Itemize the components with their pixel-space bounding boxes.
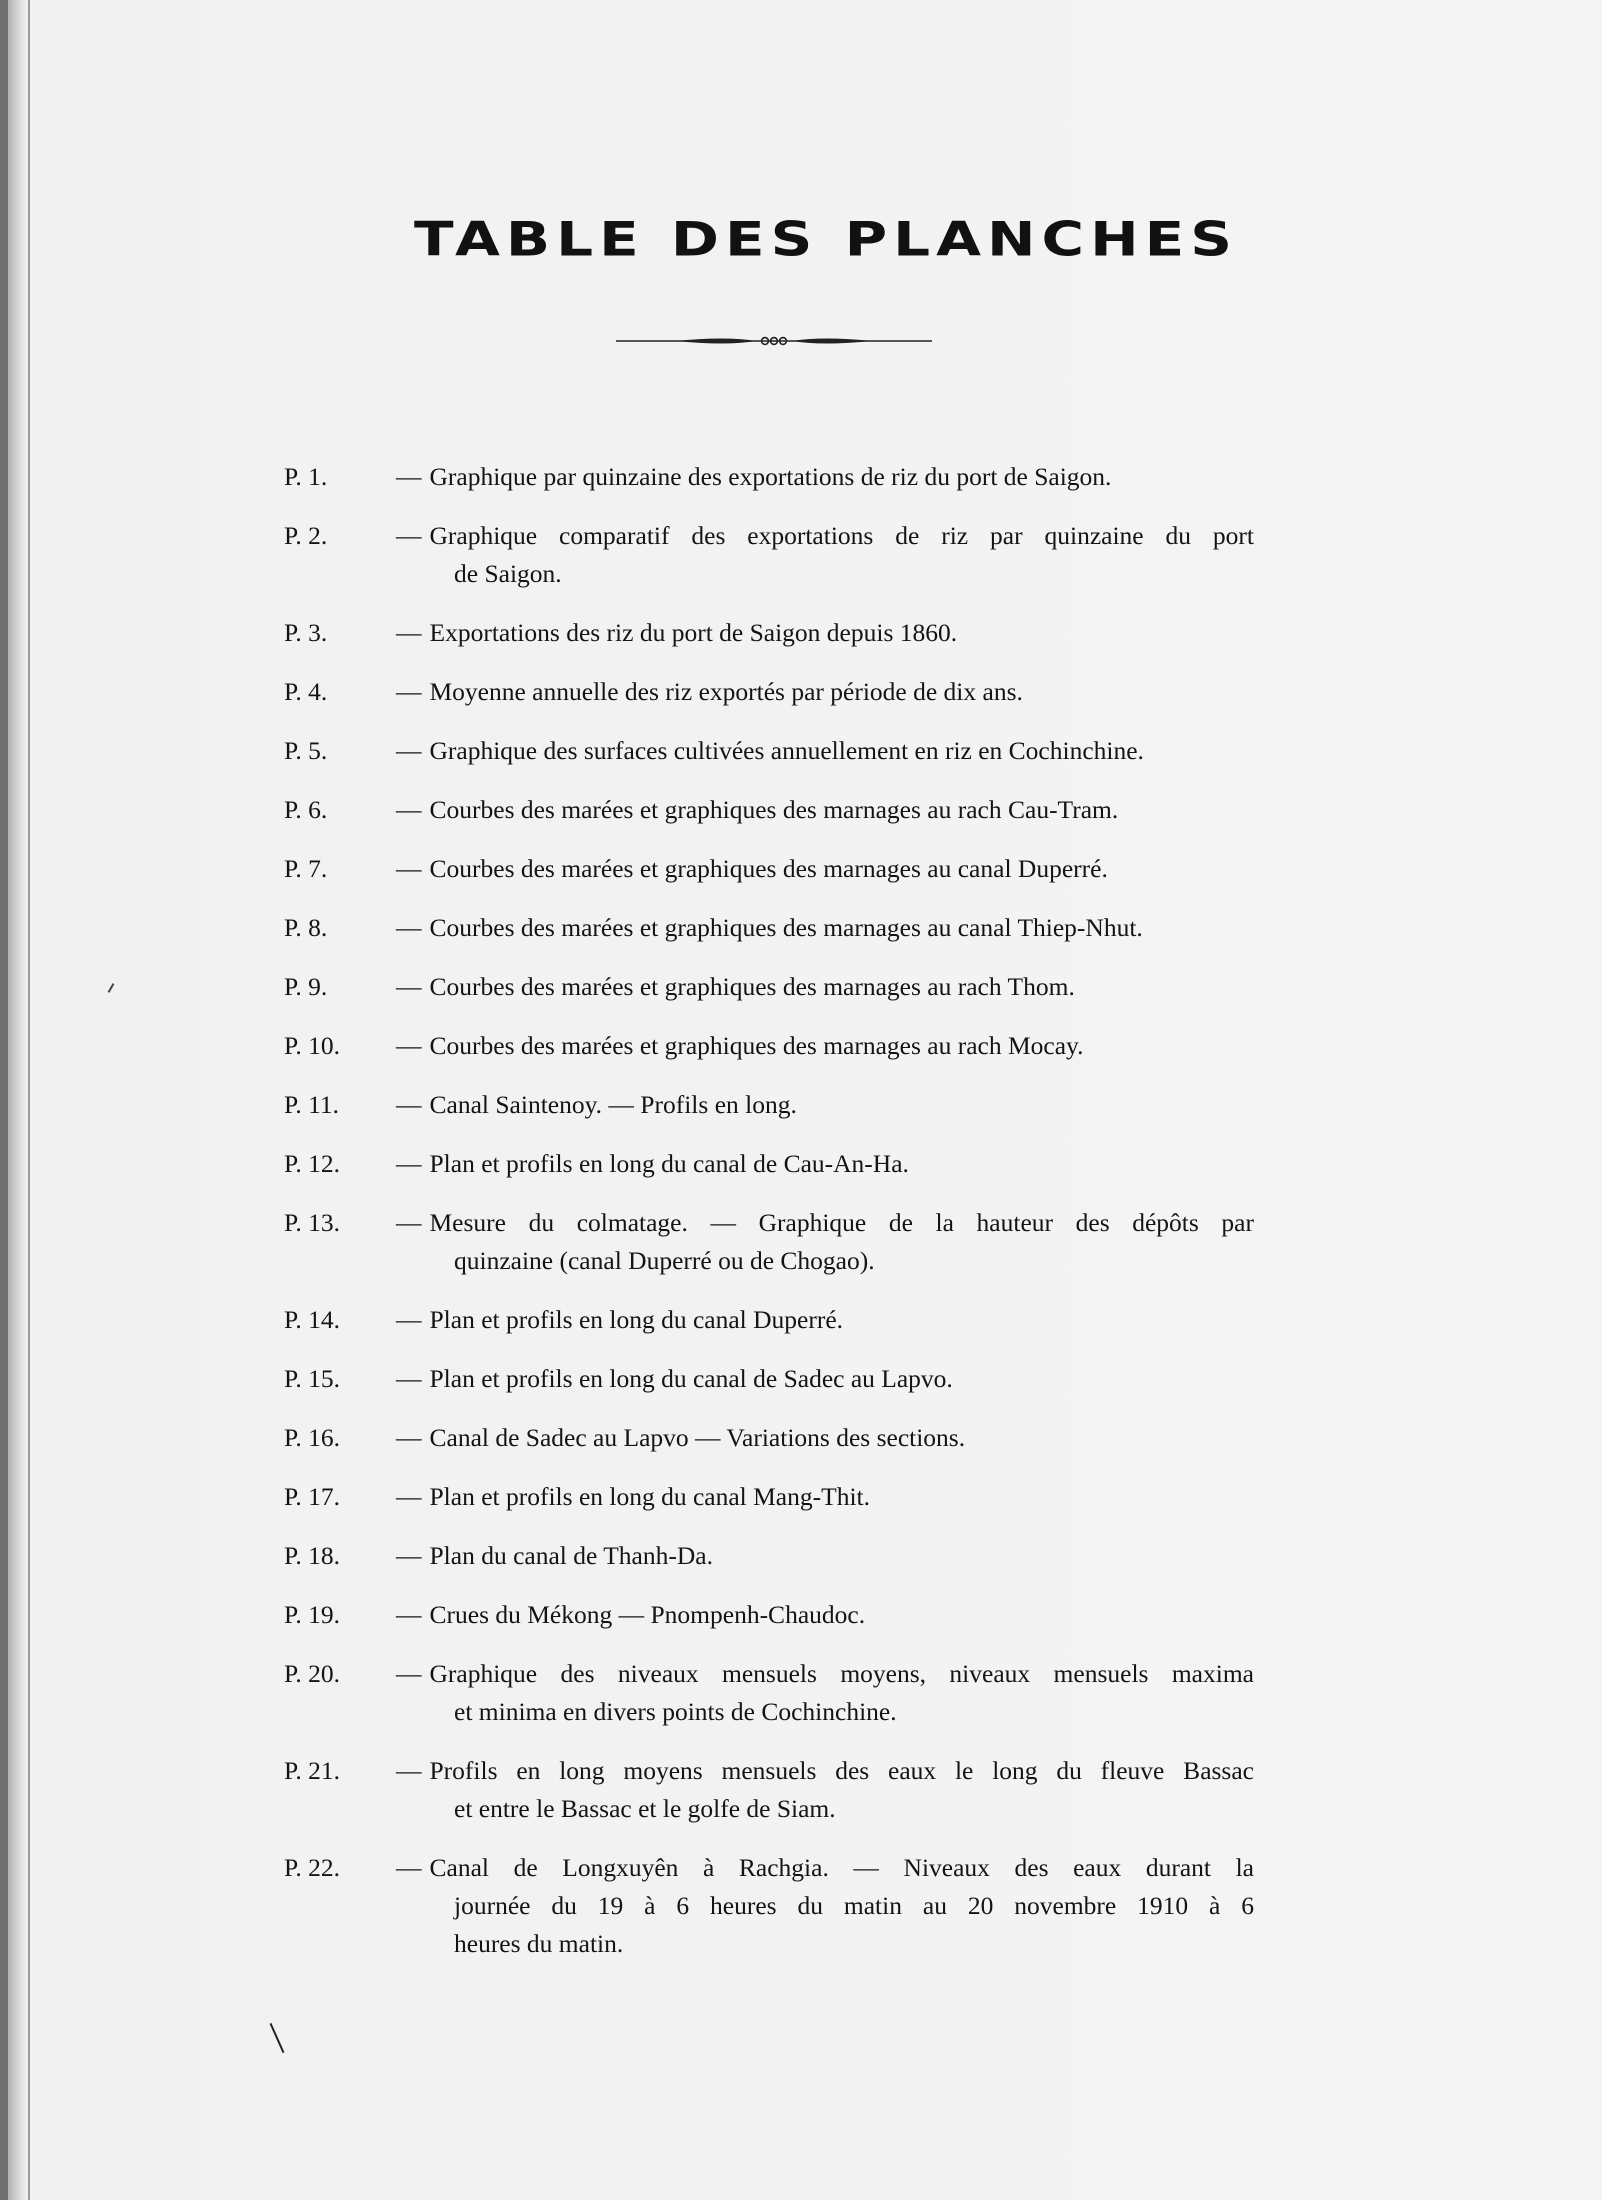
plate-number: P. 11.: [284, 1090, 340, 1119]
plate-title: Graphique comparatif des exportations de riz par quinzaine du port: [429, 521, 1254, 550]
plate-title: Mesure du colmatage. — Graphique de la hauteur des dépôts par: [429, 1208, 1254, 1237]
page-edge-shadow: [0, 0, 8, 2200]
plate-number: P. 5.: [284, 736, 328, 765]
binding-crease: [28, 0, 30, 2200]
plate-title-continuation: et minima en divers points de Cochinchine.: [454, 1697, 897, 1726]
plate-number: P. 10.: [284, 1031, 340, 1060]
plate-entry: P. 3. — Exportations des riz du port de Saigon depuis 1860.: [284, 614, 1254, 652]
plate-title: Plan et profils en long du canal de Sadec au Lapvo.: [429, 1364, 953, 1393]
plate-entry: P. 11. — Canal Saintenoy. — Profils en long.: [284, 1086, 1254, 1124]
plate-entry: P. 9. — Courbes des marées et graphiques des marnages au rach Thom.: [284, 968, 1254, 1006]
plate-entry: P. 6. — Courbes des marées et graphiques des marnages au rach Cau-Tram.: [284, 791, 1254, 829]
plate-number: P. 3.: [284, 618, 328, 647]
plate-title: Canal Saintenoy. — Profils en long.: [429, 1090, 797, 1119]
plate-title: Courbes des marées et graphiques des marnages au canal Duperré.: [429, 854, 1108, 883]
title-ornament-divider: [616, 330, 932, 352]
plate-entry: P. 14. — Plan et profils en long du canal Duperré.: [284, 1301, 1254, 1339]
plate-entry: P. 20. — Graphique des niveaux mensuels moyens, niveaux mensuels maxima et minima en divers points de Cochinchine.: [284, 1655, 1254, 1731]
plate-title: Exportations des riz du port de Saigon depuis 1860.: [429, 618, 958, 647]
plate-entry: P. 7. — Courbes des marées et graphiques des marnages au canal Duperré.: [284, 850, 1254, 888]
plate-entry: P. 12. — Plan et profils en long du canal de Cau-An-Ha.: [284, 1145, 1254, 1183]
plate-title: Graphique des surfaces cultivées annuellement en riz en Cochinchine.: [429, 736, 1144, 765]
plate-title-continuation: de Saigon.: [454, 559, 562, 588]
plate-number: P. 4.: [284, 677, 328, 706]
plate-number: P. 9.: [284, 972, 328, 1001]
plate-number: P. 15.: [284, 1364, 340, 1393]
plate-number: P. 8.: [284, 913, 328, 942]
plate-title: Canal de Longxuyên à Rachgia. — Niveaux des eaux durant la: [429, 1853, 1254, 1882]
plate-number: P. 17.: [284, 1482, 340, 1511]
plate-title: Courbes des marées et graphiques des marnages au canal Thiep-Nhut.: [429, 913, 1143, 942]
plate-title-continuation: et entre le Bassac et le golfe de Siam.: [454, 1794, 836, 1823]
plate-entry: P. 22. — Canal de Longxuyên à Rachgia. — Niveaux des eaux durant la journée du 19 à 6 heures du matin au 20 novembre 1910 à 6 heures du matin.: [284, 1849, 1254, 1963]
plate-entry: P. 4. — Moyenne annuelle des riz exportés par période de dix ans.: [284, 673, 1254, 711]
plate-title: Canal de Sadec au Lapvo — Variations des sections.: [429, 1423, 966, 1452]
plate-entry: P. 2. — Graphique comparatif des exportations de riz par quinzaine du port de Saigon.: [284, 517, 1254, 593]
plate-number: P. 16.: [284, 1423, 340, 1452]
plate-number: P. 6.: [284, 795, 328, 824]
plate-entry: P. 17. — Plan et profils en long du canal Mang-Thit.: [284, 1478, 1254, 1516]
margin-speck: [108, 983, 115, 993]
plate-entry: P. 18. — Plan du canal de Thanh-Da.: [284, 1537, 1254, 1575]
plate-number: P. 22.: [284, 1853, 340, 1882]
plate-entry: P. 5. — Graphique des surfaces cultivées annuellement en riz en Cochinchine.: [284, 732, 1254, 770]
plate-number: P. 19.: [284, 1600, 340, 1629]
plate-number: P. 7.: [284, 854, 328, 883]
plate-title: Plan du canal de Thanh-Da.: [429, 1541, 713, 1570]
plate-entry: P. 10. — Courbes des marées et graphiques des marnages au rach Mocay.: [284, 1027, 1254, 1065]
plate-number: P. 21.: [284, 1756, 340, 1785]
page-title: TABLE DES PLANCHES: [413, 211, 1239, 267]
plate-title: Plan et profils en long du canal Duperré.: [429, 1305, 844, 1334]
plate-entry: P. 13. — Mesure du colmatage. — Graphique de la hauteur des dépôts par quinzaine (canal Duperré ou de Chogao).: [284, 1204, 1254, 1280]
plate-number: P. 20.: [284, 1659, 340, 1688]
plate-number: P. 12.: [284, 1149, 340, 1178]
plates-list: [284, 458, 1254, 1984]
plate-title: Profils en long moyens mensuels des eaux le long du fleuve Bassac: [429, 1756, 1254, 1785]
plate-title: Courbes des marées et graphiques des marnages au rach Mocay.: [429, 1031, 1084, 1060]
plate-title: Courbes des marées et graphiques des marnages au rach Cau-Tram.: [429, 795, 1119, 824]
plate-title: Crues du Mékong — Pnompenh-Chaudoc.: [429, 1600, 866, 1629]
plate-number: P. 1.: [284, 462, 328, 491]
plate-title: Plan et profils en long du canal de Cau-An-Ha.: [429, 1149, 909, 1178]
plate-title-continuation: quinzaine (canal Duperré ou de Chogao).: [454, 1246, 875, 1275]
plate-entry: P. 8. — Courbes des marées et graphiques des marnages au canal Thiep-Nhut.: [284, 909, 1254, 947]
plate-title: Moyenne annuelle des riz exportés par période de dix ans.: [429, 677, 1023, 706]
plate-entry: P. 15. — Plan et profils en long du canal de Sadec au Lapvo.: [284, 1360, 1254, 1398]
plate-entry: P. 1. — Graphique par quinzaine des exportations de riz du port de Saigon.: [284, 458, 1254, 496]
plate-number: P. 18.: [284, 1541, 340, 1570]
plate-title-continuation: journée du 19 à 6 heures du matin au 20 novembre 1910 à 6: [454, 1891, 1254, 1920]
plate-number: P. 2.: [284, 521, 328, 550]
plate-entry: P. 19. — Crues du Mékong — Pnompenh-Chaudoc.: [284, 1596, 1254, 1634]
plate-title: Graphique par quinzaine des exportations de riz du port de Saigon.: [429, 462, 1112, 491]
margin-pen-mark: [270, 2023, 285, 2053]
plate-entry: P. 21. — Profils en long moyens mensuels des eaux le long du fleuve Bassac et entre le Bassac et le golfe de Siam.: [284, 1752, 1254, 1828]
plate-number: P. 14.: [284, 1305, 340, 1334]
plate-title: Courbes des marées et graphiques des marnages au rach Thom.: [429, 972, 1075, 1001]
plate-number: P. 13.: [284, 1208, 340, 1237]
plate-title: Plan et profils en long du canal Mang-Thit.: [429, 1482, 870, 1511]
plate-title: Graphique des niveaux mensuels moyens, niveaux mensuels maxima: [429, 1659, 1254, 1688]
plate-entry: P. 16. — Canal de Sadec au Lapvo — Variations des sections.: [284, 1419, 1254, 1457]
plate-title-continuation: heures du matin.: [454, 1929, 624, 1958]
